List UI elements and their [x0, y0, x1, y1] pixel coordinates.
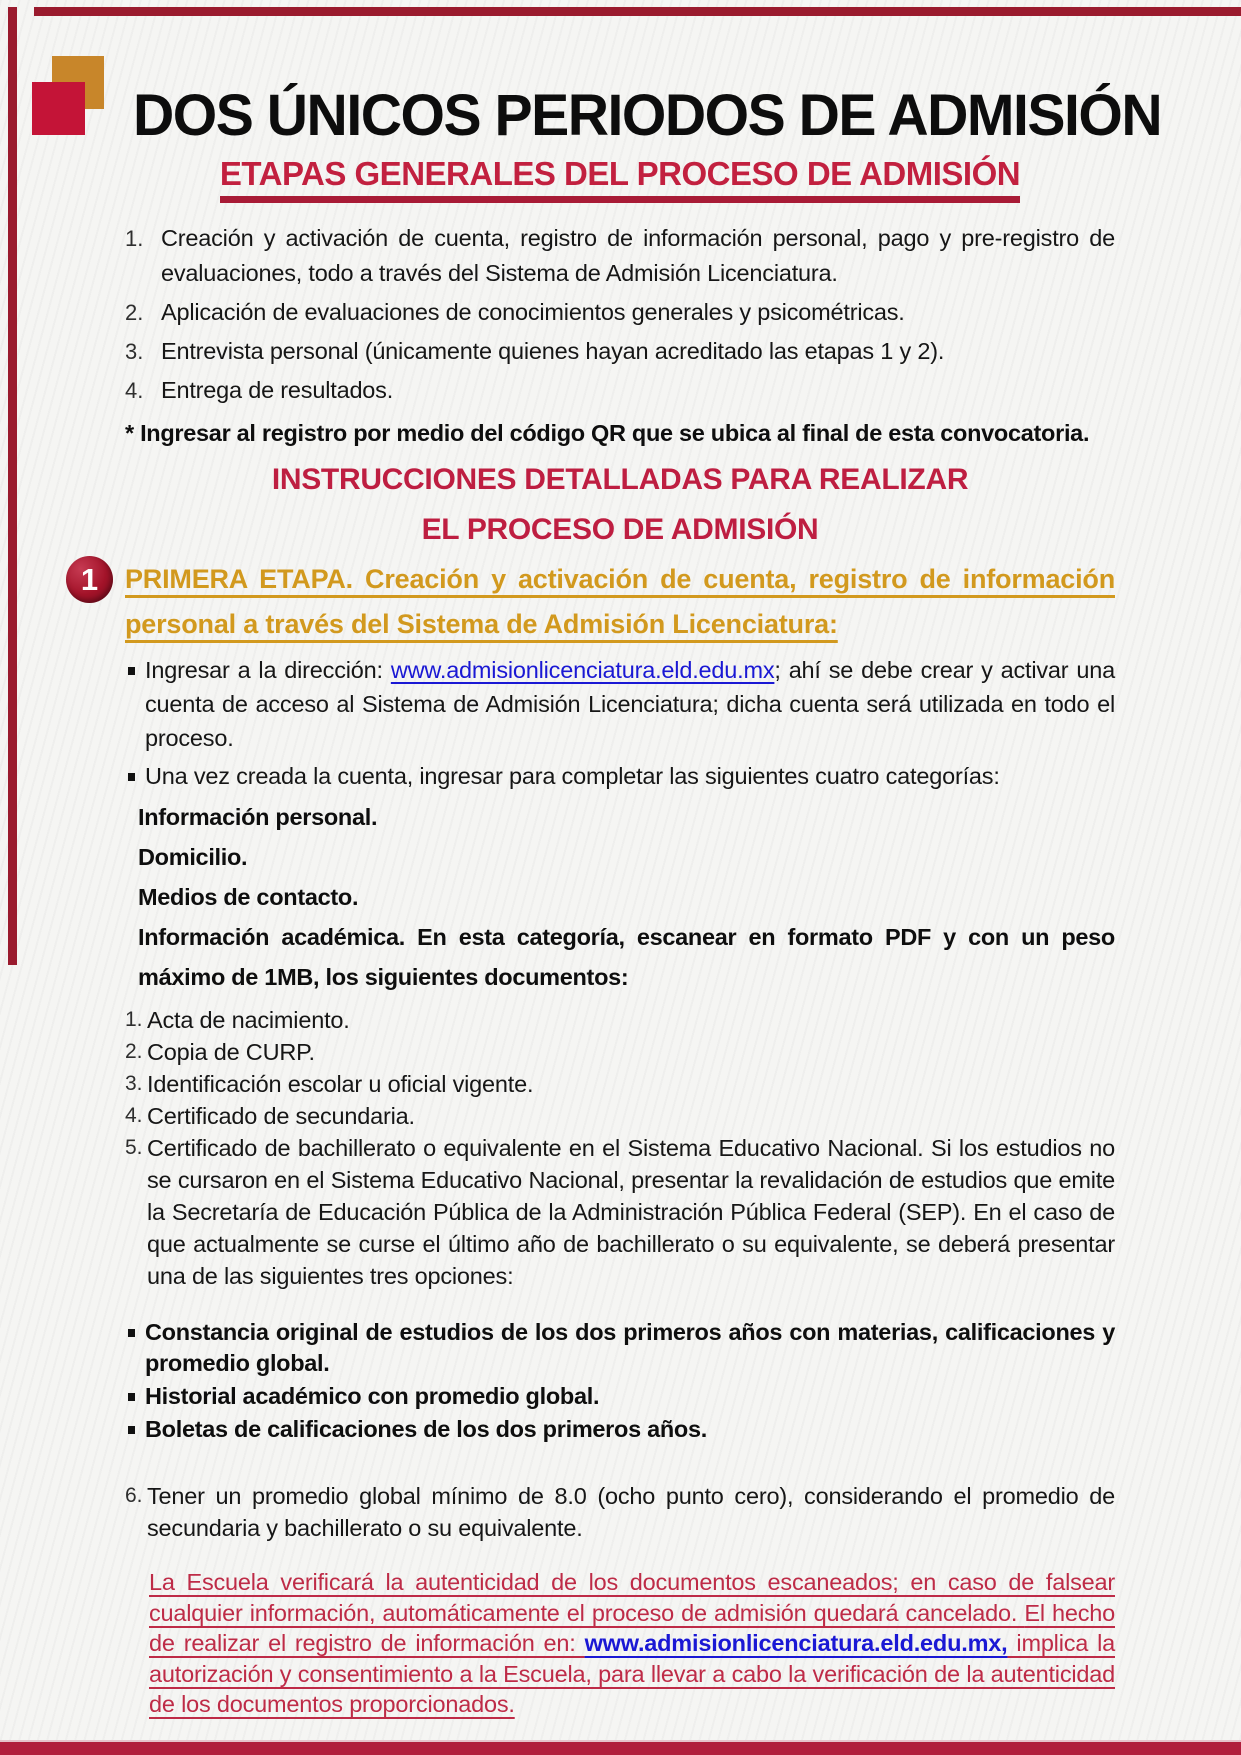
account-categories-list [138, 797, 1115, 997]
bottom-accent-bar [0, 1740, 1241, 1755]
option-text: Constancia original de estudios de los dos primeros años con materias, calificaciones y promedio global. [145, 1319, 1115, 1376]
page-border-left [8, 7, 17, 965]
square-bullet-icon [125, 1414, 145, 1445]
list-number: 4. [125, 378, 144, 403]
bullet1-suffix: ; ahí se debe crear y activar una cuenta de acceso al Sistema de Admisión Licenciatura; dicha cuenta será utilizada en todo el proceso. [145, 657, 1115, 751]
admission-url-link[interactable]: www.admisionlicenciatura.eld.edu.mx [390, 657, 775, 683]
page-content [125, 0, 1162, 1720]
list-text: Aplicación de evaluaciones de conocimientos generales y psicométricas. [161, 299, 905, 325]
page-subtitle: ETAPAS GENERALES DEL PROCESO DE ADMISIÓN [220, 155, 1020, 203]
list-number: 3. [125, 1072, 143, 1095]
document-item [125, 1004, 1115, 1036]
document-item [125, 1036, 1115, 1068]
general-step-item [125, 373, 1115, 408]
square-bullet-icon [125, 1381, 145, 1412]
logo-red-square [32, 82, 85, 135]
document-item [125, 1068, 1115, 1100]
document-item [125, 1100, 1115, 1132]
square-bullet-icon [125, 653, 145, 755]
general-step-item [125, 295, 1115, 330]
stage-bullets [125, 653, 1115, 793]
document-item [125, 1132, 1115, 1292]
legal-text-2-prefix: El hecho de realizar el registro de información en: [149, 1599, 1115, 1656]
list-number: 6. [125, 1484, 143, 1507]
first-stage-heading: PRIMERA ETAPA. Creación y activación de cuenta, registro de información personal a través del Sistema de Admisión Licenciatura: [125, 564, 1115, 639]
legal-paragraph [149, 1567, 1115, 1720]
option-item [125, 1317, 1115, 1379]
option-item [125, 1381, 1115, 1412]
document-item [125, 1480, 1115, 1544]
square-bullet-icon [125, 1317, 145, 1379]
category-item: Información académica. En esta categoría, escanear en formato PDF y con un peso máximo de 1MB, los siguientes documentos: [138, 924, 1115, 990]
list-text: Identificación escolar u oficial vigente. [147, 1071, 534, 1097]
instructions-heading-line2: EL PROCESO DE ADMISIÓN [421, 513, 819, 546]
list-text: Entrega de resultados. [161, 377, 394, 403]
documents-list-continued [125, 1480, 1115, 1544]
option-text: Historial académico con promedio global. [145, 1383, 600, 1409]
bullet-text: Una vez creada la cuenta, ingresar para completar las siguientes cuatro categorías: [145, 763, 1000, 789]
category-item: Domicilio. [138, 844, 248, 870]
instructions-heading [125, 455, 1115, 555]
list-text: Tener un promedio global mínimo de 8.0 (ocho punto cero), considerando el promedio de secundaria y bachillerato o su equivalente. [147, 1483, 1115, 1541]
list-number: 4. [125, 1104, 143, 1127]
list-number: 1. [125, 1008, 143, 1031]
list-text: Acta de nacimiento. [147, 1007, 350, 1033]
general-step-item [125, 334, 1115, 369]
equivalence-options-list [125, 1317, 1115, 1445]
bullet-text [145, 653, 1115, 755]
list-text: Creación y activación de cuenta, registro de información personal, pago y pre-registro de evaluaciones, todo a través del Sistema de Admisión Licenciatura. [161, 225, 1115, 286]
list-number: 2. [125, 1040, 143, 1063]
list-number: 1. [125, 226, 144, 251]
general-step-item [125, 221, 1115, 291]
bullet-item [125, 759, 1115, 793]
option-item [125, 1414, 1115, 1445]
option-text: Boletas de calificaciones de los dos primeros años. [145, 1416, 707, 1442]
list-text: Certificado de secundaria. [147, 1103, 415, 1129]
list-number: 3. [125, 339, 144, 364]
list-number: 5. [125, 1136, 143, 1159]
legal-text-2-suffix: implica la autorización y consentimiento a la Escuela, para llevar a cabo la verificación de la autenticidad de los documentos proporcionados. [149, 1630, 1115, 1717]
bullet-item [125, 653, 1115, 755]
list-text: Certificado de bachillerato o equivalente en el Sistema Educativo Nacional. Si los estudios no se cursaron en el Sistema Educativo Nacional, presentar la revalidación de estudios que emite la Secretaría de Educación Pública de la Administración Pública Federal (SEP). En el caso de que actualmente se curse el último año de bachillerato o su equivalente, se deberá presentar una de las siguientes tres opciones: [147, 1135, 1115, 1289]
qr-note: * Ingresar al registro por medio del código QR que se ubica al final de esta convocatoria. [125, 420, 1090, 446]
category-item: Medios de contacto. [138, 884, 359, 910]
list-text: Copia de CURP. [147, 1039, 315, 1065]
square-bullet-icon [125, 759, 145, 793]
page-title: DOS ÚNICOS PERIODOS DE ADMISIÓN [133, 83, 1162, 148]
subtitle-wrap [125, 155, 1115, 203]
instructions-heading-line1: INSTRUCCIONES DETALLADAS PARA REALIZAR [271, 463, 969, 496]
legal-url-link[interactable]: www.admisionlicenciatura.eld.edu.mx, [584, 1630, 1008, 1656]
legal-text-1: La Escuela verificará la autenticidad de los documentos escaneados; en caso de falsear cualquier información, automáticamente el proceso de admisión quedará cancelado. [149, 1569, 1115, 1626]
category-item: Información personal. [138, 804, 378, 830]
general-steps-list [125, 221, 1115, 408]
bullet1-prefix: Ingresar a la dirección: [145, 657, 391, 683]
list-number: 2. [125, 300, 144, 325]
stage-number-badge: 1 [66, 556, 113, 603]
list-text: Entrevista personal (únicamente quienes hayan acreditado las etapas 1 y 2). [161, 338, 945, 364]
documents-list [125, 1004, 1115, 1292]
